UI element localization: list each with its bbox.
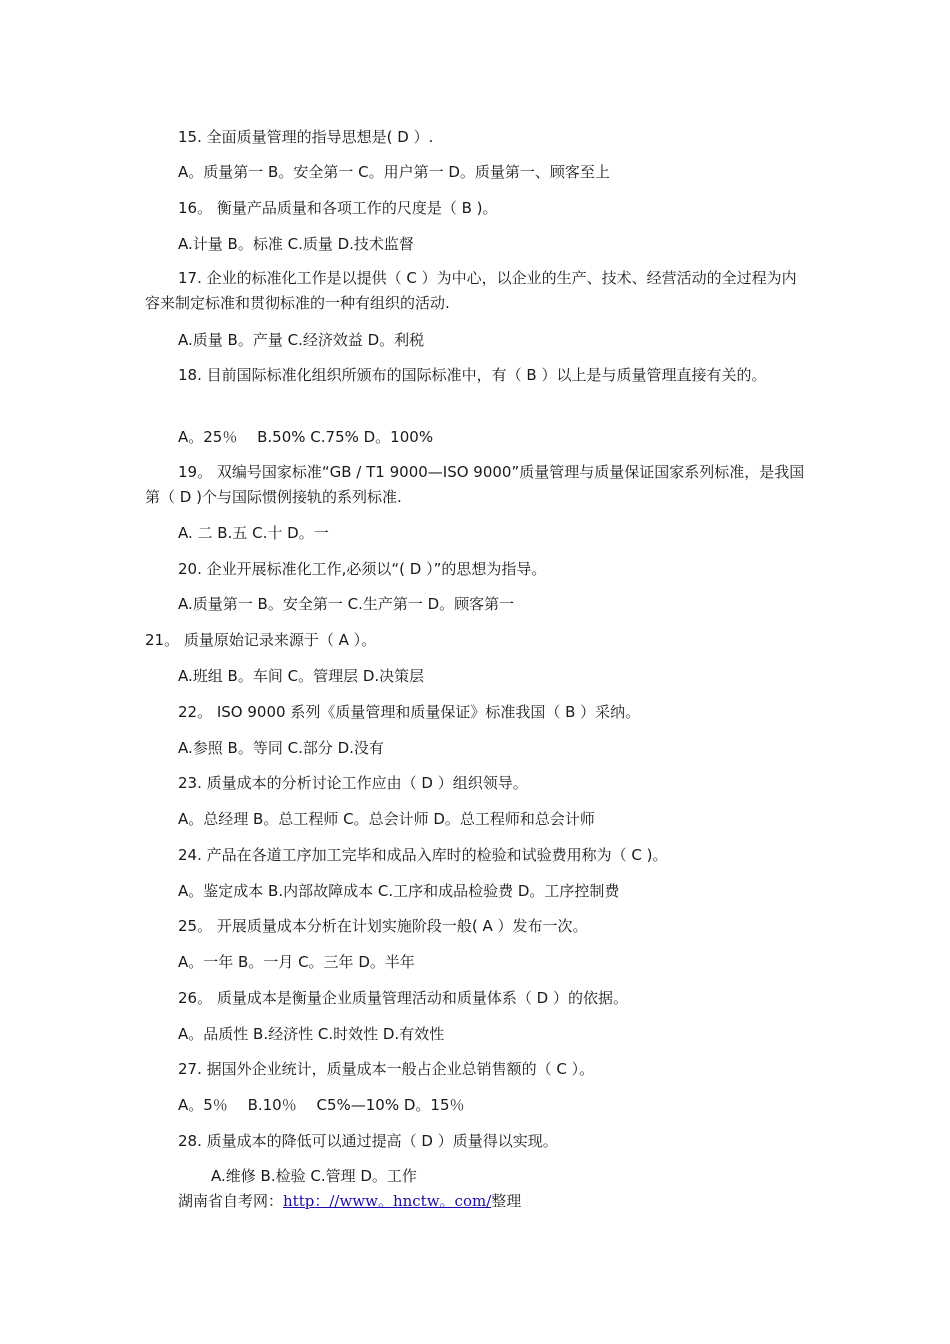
question-24: 24. 产品在各道工序加工完毕和成品入库时的检验和试验费用称为（ C )。 [178,846,668,864]
question-19: 19。 双编号国家标准“GB / T1 9000—ISO 9000”质量管理与质量保证国家系列标准，是我国第（ D )个与国际惯例接轨的系列标准. [145,463,805,506]
question-20-options: A.质量第一 B。安全第一 C.生产第一 D。顾客第一 [178,595,515,613]
question-26-options: A。品质性 B.经济性 C.时效性 D.有效性 [178,1025,445,1043]
question-27: 27. 据国外企业统计，质量成本一般占企业总销售额的（ C ）。 [178,1060,595,1078]
question-27-options: A。5％ B.10％ C5%—10% D。15％ [178,1096,465,1114]
question-21-options: A.班组 B。车间 C。管理层 D.决策层 [178,667,425,685]
footer-website-link[interactable]: http：//www。hnctw。com/ [283,1192,492,1210]
question-16: 16。 衡量产品质量和各项工作的尺度是（ B )。 [178,199,498,217]
question-28: 28. 质量成本的降低可以通过提高（ D ）质量得以实现。 [178,1132,558,1150]
question-21: 21。 质量原始记录来源于（ A ）。 [145,631,377,649]
question-18: 18. 目前国际标准化组织所颁布的国际标准中，有（ B ）以上是与质量管理直接有关的。 [178,366,767,384]
question-20: 20. 企业开展标准化工作,必须以“( D ）”的思想为指导。 [178,560,547,578]
question-15-options: A。质量第一 B。安全第一 C。用户第一 D。质量第一、顾客至上 [178,163,610,181]
question-26: 26。 质量成本是衡量企业质量管理活动和质量体系（ D ）的依据。 [178,989,628,1007]
question-16-options: A.计量 B。标准 C.质量 D.技术监督 [178,235,414,253]
question-28-options: A.维修 B.检验 C.管理 D。工作 [211,1167,417,1185]
question-17: 17. 企业的标准化工作是以提供（ C ）为中心，以企业的生产、技术、经营活动的全过程为内容来制定标准和贯彻标准的一种有组织的活动. [145,269,797,312]
question-22: 22。 ISO 9000 系列《质量管理和质量保证》标准我国（ B ）采纳。 [178,703,641,721]
question-23-options: A。总经理 B。总工程师 C。总会计师 D。总工程师和总会计师 [178,810,595,828]
question-15: 15. 全面质量管理的指导思想是( D ）. [178,128,434,146]
question-18-options: A。25％ B.50% C.75% D。100% [178,428,434,446]
question-24-options: A。鉴定成本 B.内部故障成本 C.工序和成品检验费 D。工序控制费 [178,882,620,900]
question-25-options: A。一年 B。一月 C。三年 D。半年 [178,953,415,971]
footer-source-note [178,1191,521,1211]
question-25: 25。 开展质量成本分析在计划实施阶段一般( A ）发布一次。 [178,917,588,935]
footer-prefix: 湖南省自考网： [178,1192,284,1210]
question-17-options: A.质量 B。产量 C.经济效益 D。利税 [178,331,425,349]
question-23: 23. 质量成本的分析讨论工作应由（ D ）组织领导。 [178,774,528,792]
footer-suffix: 整理 [491,1192,522,1210]
question-22-options: A.参照 B。等同 C.部分 D.没有 [178,739,384,757]
question-19-options: A. 二 B.五 C.十 D。一 [178,524,329,542]
